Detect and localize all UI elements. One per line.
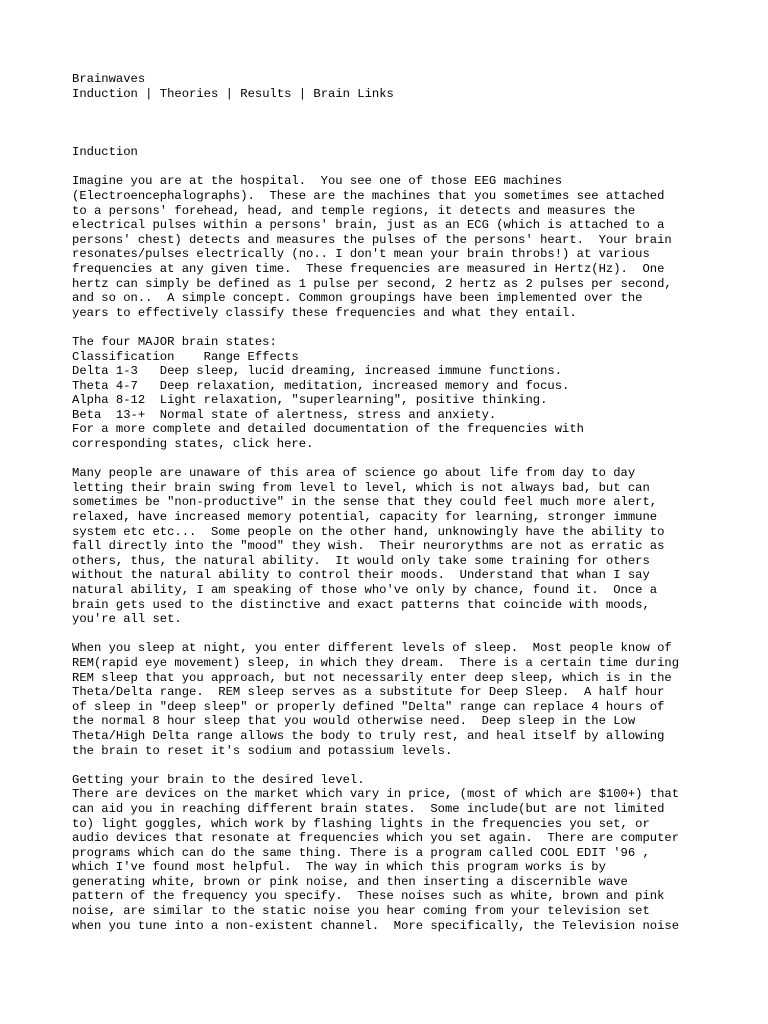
- nav-separator: |: [137, 86, 160, 101]
- text-line: to a persons' forehead, head, and temple regions, it detects and measures the: [72, 203, 636, 218]
- states-more-line: For a more complete and detailed documentation of the frequencies with: [72, 422, 584, 437]
- frequencies-doc-link[interactable]: here: [276, 437, 307, 452]
- text-line: (Electroencephalographs). These are the machines that you sometimes see attached: [72, 188, 665, 203]
- states-row-beta: Beta 13-+ Normal state of alertness, stress and anxiety.: [72, 407, 497, 422]
- text-line: resonates/pulses electrically (no.. I don't mean your brain throbs!) at various: [72, 247, 650, 262]
- brain-states-table: [72, 335, 712, 452]
- devices-paragraph: [72, 773, 712, 948]
- text-line: you're all set.: [72, 612, 182, 627]
- states-row-delta: Delta 1-3 Deep sleep, lucid dreaming, increased immune functions.: [72, 364, 563, 379]
- text-line: brain gets used to the distinctive and exact patterns that coincide with moods,: [72, 597, 650, 612]
- text-line: sometimes be "non-productive" in the sense that they could feel much more alert,: [72, 495, 658, 510]
- text-line: when you tune into a non-existent channel. More specifically, the Television noise: [72, 918, 680, 933]
- spacer: [72, 627, 712, 642]
- text-line: relaxed, have increased memory potential, capacity for learning, stronger immune: [72, 510, 658, 525]
- text-line: can aid you in reaching different brain states. Some include(but are not limited: [72, 801, 665, 816]
- states-more-prefix: corresponding states, click: [72, 437, 277, 452]
- intro-paragraph: [72, 174, 712, 320]
- states-row-alpha: Alpha 8-12 Light relaxation, "superlearning", positive thinking.: [72, 393, 548, 408]
- text-line: to) light goggles, which work by flashing lights in the frequencies you set, or: [72, 816, 650, 831]
- section-title: Induction: [72, 145, 138, 160]
- text-line: which I've found most helpful. The way in which this program works is by: [72, 860, 606, 875]
- text-line: of sleep in "deep sleep" or properly defined "Delta" range can replace 4 hours of: [72, 699, 665, 714]
- text-line: noise, are similar to the static noise you hear coming from your television set: [72, 904, 650, 919]
- nav-link-induction[interactable]: Induction: [72, 86, 138, 101]
- spacer: [72, 758, 712, 773]
- text-line: hertz can simply be defined as 1 pulse per second, 2 hertz as 2 pulses per second,: [72, 276, 672, 291]
- states-more-line: [72, 437, 712, 452]
- text-line: audio devices that resonate at frequencies which you set again. There are computer: [72, 831, 680, 846]
- devices-heading: Getting your brain to the desired level.: [72, 772, 365, 787]
- text-line: persons' chest) detects and measures the pulses of the persons' heart. Your brain: [72, 232, 672, 247]
- text-line: and so on.. A simple concept. Common groupings have been implemented over the: [72, 291, 643, 306]
- document-page: [72, 72, 712, 948]
- text-line: There are devices on the market which vary in price, (most of which are $100+) that: [72, 787, 680, 802]
- spacer: [72, 452, 712, 467]
- states-row-theta: Theta 4-7 Deep relaxation, meditation, increased memory and focus.: [72, 378, 570, 393]
- nav-link-theories[interactable]: Theories: [159, 86, 219, 101]
- text-line: years to effectively classify these frequencies and what they entail.: [72, 305, 577, 320]
- text-line: others, thus, the natural ability. It would only take some training for others: [72, 553, 650, 568]
- text-line: generating white, brown or pink noise, and then inserting a discernible wave: [72, 874, 628, 889]
- site-title: Brainwaves: [72, 72, 146, 86]
- states-columns-header: Classification Range Effects: [72, 349, 299, 364]
- spacer: [72, 101, 712, 145]
- states-heading: The four MAJOR brain states:: [72, 334, 277, 349]
- top-nav: [72, 87, 712, 102]
- spacer: [72, 320, 712, 335]
- text-line: When you sleep at night, you enter different levels of sleep. Most people know of: [72, 641, 672, 656]
- text-line: fall directly into the "mood" they wish. Their neurorythms are not as erratic as: [72, 539, 665, 554]
- text-line: REM(rapid eye movement) sleep, in which they dream. There is a certain time during: [72, 655, 680, 670]
- text-line: the normal 8 hour sleep that you would otherwise need. Deep sleep in the Low: [72, 714, 636, 729]
- nav-separator: |: [291, 86, 314, 101]
- text-line: letting their brain swing from level to level, which is not always bad, but can: [72, 480, 650, 495]
- text-line: Theta/High Delta range allows the body to truly rest, and heal itself by allowing: [72, 728, 665, 743]
- sleep-paragraph: [72, 641, 712, 758]
- unaware-paragraph: [72, 466, 712, 627]
- text-line: frequencies at any given time. These frequencies are measured in Hertz(Hz). One: [72, 261, 665, 276]
- text-line: [72, 933, 712, 948]
- nav-separator: |: [218, 86, 241, 101]
- states-more-suffix: .: [306, 437, 314, 452]
- text-line: pattern of the frequency you specify. These noises such as white, brown and pink: [72, 889, 665, 904]
- text-line: the brain to reset it's sodium and potassium levels.: [72, 743, 453, 758]
- text-line: Theta/Delta range. REM sleep serves as a substitute for Deep Sleep. A half hour: [72, 685, 665, 700]
- text-line: electrical pulses within a persons' brain, just as an ECG (which is attached to a: [72, 218, 665, 233]
- text-line: natural ability, I am speaking of those who've only by chance, found it. Once a: [72, 583, 658, 597]
- nav-link-results[interactable]: Results: [240, 86, 292, 101]
- text-line: system etc etc... Some people on the other hand, unknowingly have the ability to: [72, 524, 665, 539]
- text-line: Many people are unaware of this area of science go about life from day to day: [72, 466, 636, 481]
- text-line: programs which can do the same thing. There is a program called COOL EDIT '96 ,: [72, 845, 650, 860]
- text-line: without the natural ability to control their moods. Understand that whan I say: [72, 568, 650, 583]
- spacer: [72, 160, 712, 175]
- nav-link-brain-links[interactable]: Brain Links: [313, 86, 394, 101]
- text-line: Imagine you are at the hospital. You see one of those EEG machines: [72, 174, 563, 189]
- text-line: REM sleep that you approach, but not necessarily enter deep sleep, which is in the: [72, 670, 672, 685]
